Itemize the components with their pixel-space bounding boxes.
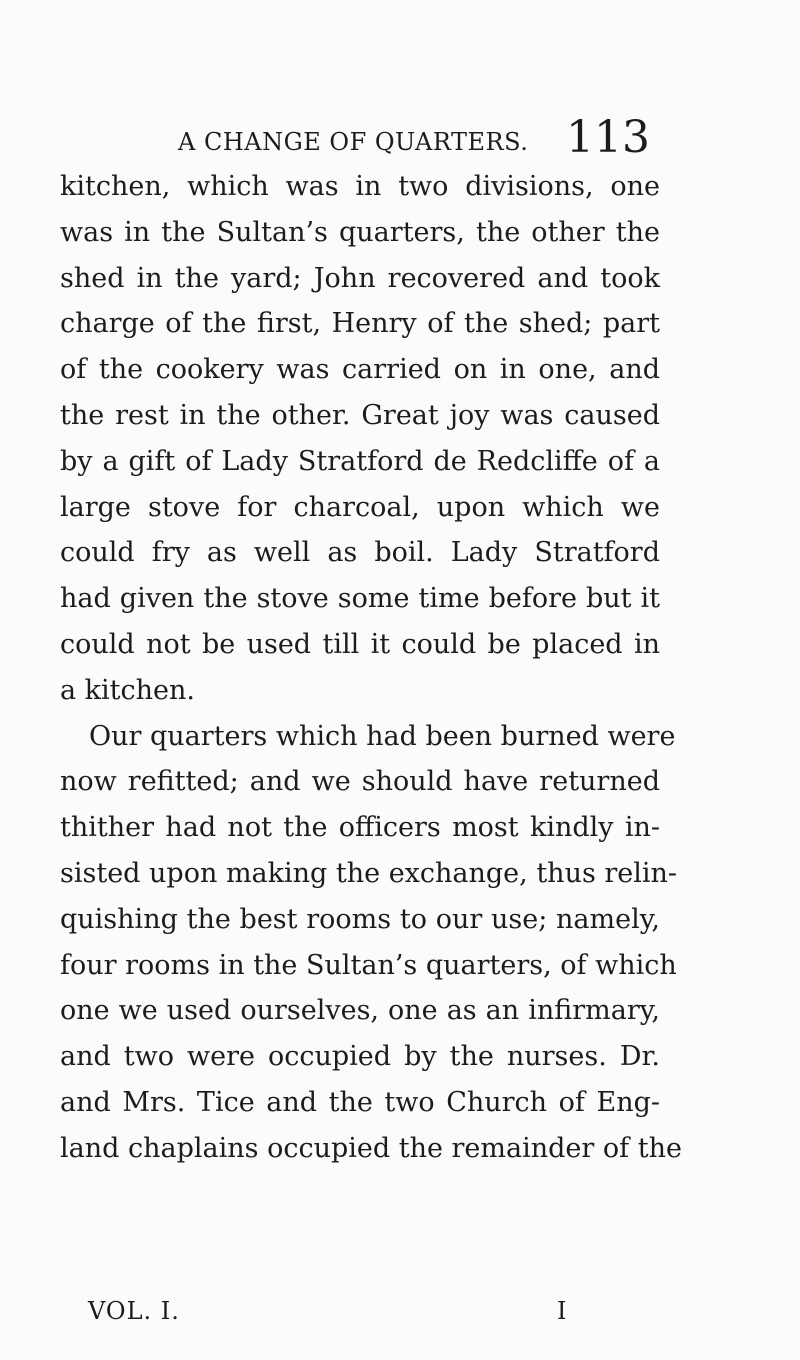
text-line: quishing the best rooms to our use; namely, <box>60 903 660 935</box>
text-line: shed in the yard; John recovered and took <box>60 262 660 294</box>
paragraph-end-line: a kitchen. <box>60 674 195 706</box>
text-line: by a gift of Lady Stratford de Redcliffe of a <box>60 445 660 477</box>
text-line: four rooms in the Sultan’s quarters, of which <box>60 949 677 981</box>
text-line: now refitted; and we should have returned <box>60 766 660 798</box>
text-line: had given the stove some time before but it <box>60 583 660 615</box>
text-line: one we used ourselves, one as an infirmary, <box>60 995 660 1027</box>
paragraph-start-line: Our quarters which had been burned were <box>89 720 676 752</box>
text-line: and Mrs. Tice and the two Church of Eng- <box>60 1086 660 1118</box>
page-number: 113 <box>566 112 650 163</box>
text-line: large stove for charcoal, upon which we <box>60 491 660 523</box>
text-line: thither had not the officers most kindly in- <box>60 812 660 844</box>
gathering-mark: I <box>557 1297 567 1325</box>
text-line: could not be used till it could be placed in <box>60 628 660 660</box>
text-line: land chaplains occupied the remainder of the <box>60 1132 682 1164</box>
text-line: sisted upon making the exchange, thus relin- <box>60 857 678 889</box>
text-line: kitchen, which was in two divisions, one <box>60 171 660 202</box>
page-footer <box>0 1297 800 1337</box>
body-text <box>60 164 682 1172</box>
text-line: of the cookery was carried on in one, and <box>60 354 660 386</box>
volume-signature: VOL. I. <box>88 1297 180 1325</box>
running-head: A CHANGE OF QUARTERS. <box>178 128 529 156</box>
text-line: and two were occupied by the nurses. Dr. <box>60 1041 660 1073</box>
text-line: the rest in the other. Great joy was caused <box>60 399 660 431</box>
text-line: was in the Sultan’s quarters, the other the <box>60 216 660 248</box>
text-line: could fry as well as boil. Lady Stratford <box>60 537 660 569</box>
page-header <box>0 112 800 162</box>
text-line: charge of the first, Henry of the shed; part <box>60 308 660 340</box>
